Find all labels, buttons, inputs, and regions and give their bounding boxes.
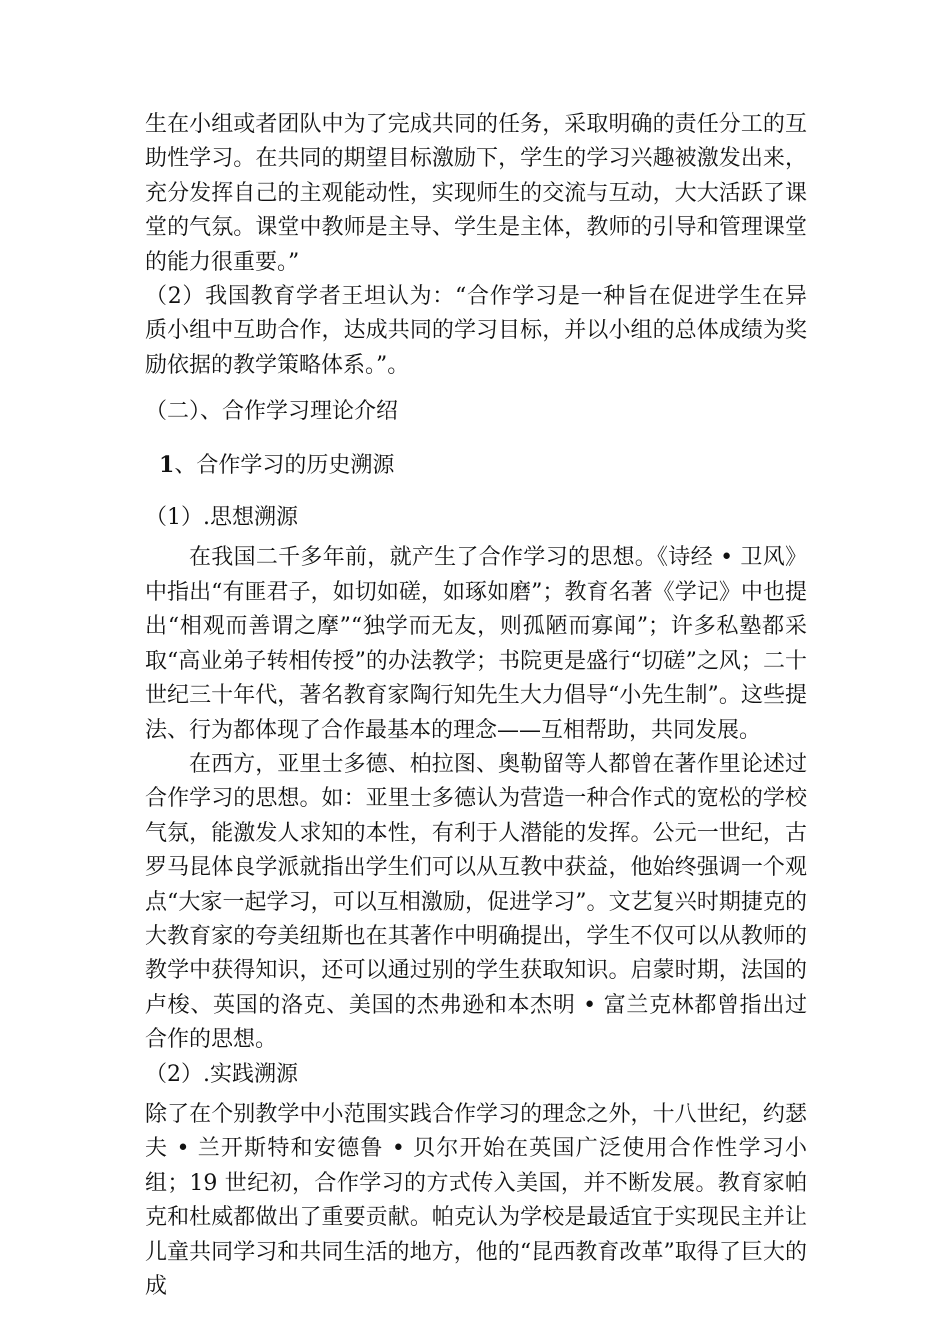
- subsubsection-heading-practice: （2）.实践溯源: [145, 1061, 298, 1087]
- paragraph-practice-origins: 除了在个别教学中小范围实践合作学习的理念之外，十八世纪，约瑟夫 • 兰开斯特和安德鲁 • 贝尔开始在英国广泛使用合作性学习小组；19 世纪初，合作学习的方式传入美国，并不断发展。教育家帕克和杜威都做出了重要贡献。帕克认为学校是最适宜于实现民主并让儿童共同学习和共同生活的地方，他的“昆西教育改革”取得了巨大的成: [145, 1101, 807, 1299]
- paragraph-western-origins: 在西方，亚里士多德、柏拉图、奥勒留等人都曾在著作里论述过合作学习的思想。如：亚里士多德认为营造一种合作式的宽松的学校气氛，能激发人求知的本性，有利于人潜能的发挥。公元一世纪，古罗马昆体良学派就指出学生们可以从互教中获益，他始终强调一个观点“大家一起学习，可以互相激励，促进学习”。文艺复兴时期捷克的大教育家的夸美纽斯也在其著作中明确提出，学生不仅可以从教师的教学中获得知识，还可以通过别的学生获取知识。启蒙时期，法国的卢梭、英国的洛克、美国的杰弗逊和本杰明 • 富兰克林都曾指出过合作的思想。: [145, 751, 807, 1053]
- subsubsection-heading-thought: （1）.思想溯源: [145, 505, 298, 531]
- paragraph-definition-continued: 生在小组或者团队中为了完成共同的任务，采取明确的责任分工的互助性学习。在共同的期望目标激励下，学生的学习兴趣被激发出来，充分发挥自己的主观能动性，实现师生的交流与互动，大大活跃了课堂的气氛。课堂中教师是主导、学生是主体，教师的引导和管理课堂的能力很重要。”: [145, 112, 807, 275]
- subsection-number: 1: [159, 451, 175, 478]
- paragraph-wang-tan-definition: （2）我国教育学者王坦认为：“合作学习是一种旨在促进学生在异质小组中互助合作，达成共同的学习目标，并以小组的总体成绩为奖励依据的教学策略体系。”。: [145, 284, 807, 378]
- subsection-title: 、合作学习的历史溯源: [174, 452, 395, 478]
- subsection-heading-history: [145, 448, 807, 483]
- paragraph-china-origins: 在我国二千多年前，就产生了合作学习的思想。《诗经 • 卫风》中指出“有匪君子，如切如磋，如琢如磨”；教育名著《学记》中也提出“相观而善谓之摩”“独学而无友，则孤陋而寡闻”；许多私塾都采取“高业弟子转相传授”的办法教学；书院更是盛行“切磋”之风；二十世纪三十年代，著名教育家陶行知先生大力倡导“小先生制”。这些提法、行为都体现了合作最基本的理念——互相帮助，共同发展。: [145, 545, 807, 743]
- document-page: [145, 108, 807, 1304]
- section-heading-theory: （二）、合作学习理论介绍: [145, 399, 399, 425]
